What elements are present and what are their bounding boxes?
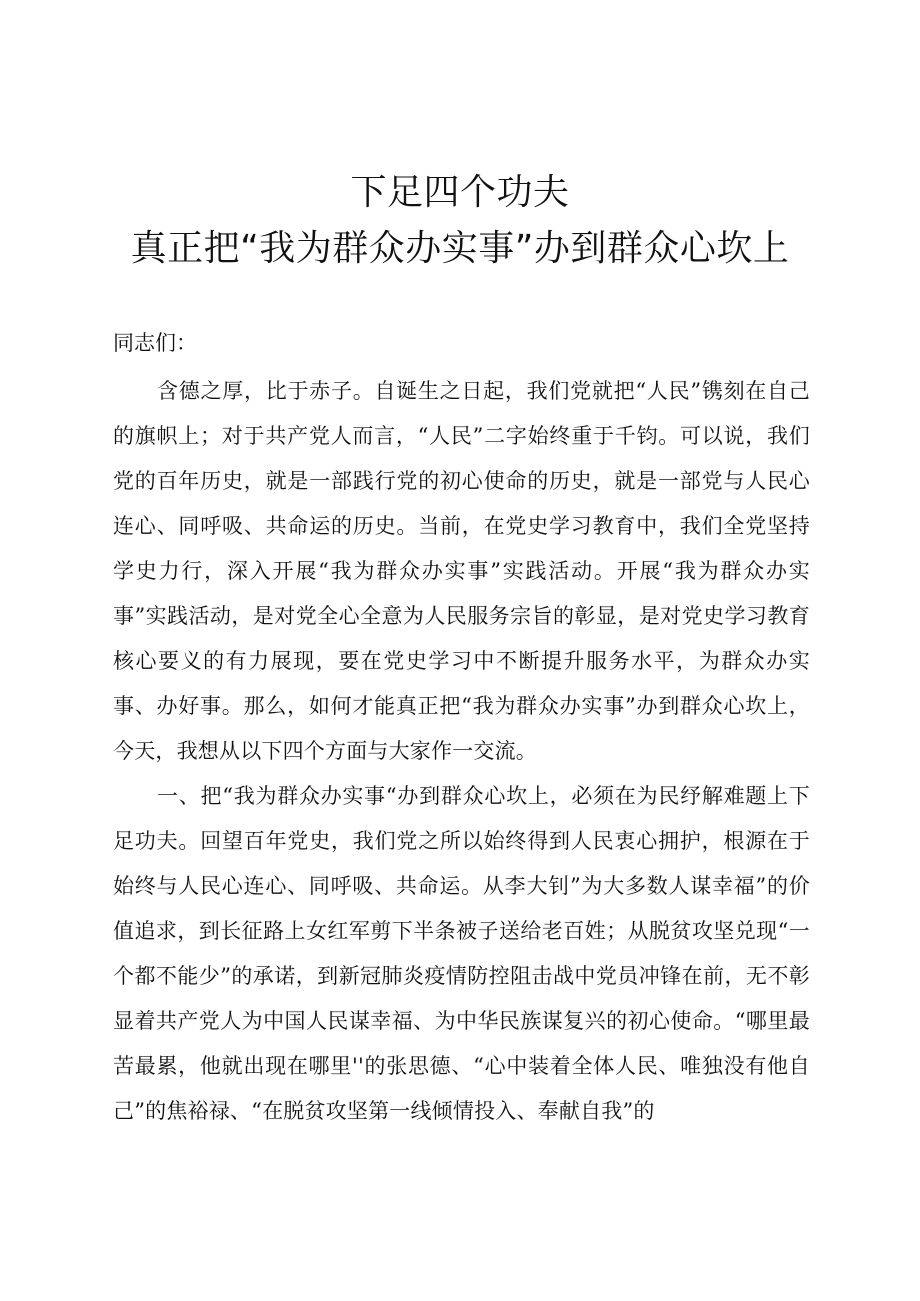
body-paragraph-2: 一、把“我为群众办实事“办到群众心坎上，必须在为民纾解难题上下足功夫。回望百年党史，我们党之所以始终得到人民衷心拥护，根源在于始终与人民心连心、同呼吸、共命运。从李大钊”为大多数人谋幸福”的价值追求，到长征路上女红军剪下半条被子送给老百姓；从脱贫攻坚兑现“一个都不能少”的承诺，到新冠肺炎疫情防控阻击战中党员冲锋在前，无不彰显着共产党人为中国人民谋幸福、为中华民族谋复兴的初心使命。“哪里最苦最累，他就出现在哪里''的张思德、“心中装着全体人民、唯独没有他自己”的焦裕禄、“在脱贫攻坚第一线倾情投入、奉献自我”的 — [113, 784, 810, 1123]
document-title-line-2: 真正把“我为群众办实事”办到群众心坎上 — [130, 228, 790, 269]
salutation: 同志们： — [113, 331, 197, 355]
document-title-line-1: 下足四个功夫 — [350, 172, 570, 213]
body-paragraph-1: 含德之厚，比于赤子。自诞生之日起，我们党就把“人民”镌刻在自己的旗帜上；对于共产党人而言，“人民”二字始终重于千钧。可以说，我们党的百年历史，就是一部践行党的初心使命的历史，就是一部党与人民心连心、同呼吸、共命运的历史。当前，在党史学习教育中，我们全党坚持学史力行，深入开展“我为群众办实事”实践活动。开展“我为群众办实事”实践活动，是对党全心全意为人民服务宗旨的彰显，是对党史学习教育核心要义的有力展现，要在党史学习中不断提升服务水平，为群众办实事、办好事。那么，如何才能真正把“我为群众办实事”办到群众心坎上，今天，我想从以下四个方面与大家作一交流。 — [113, 379, 810, 763]
